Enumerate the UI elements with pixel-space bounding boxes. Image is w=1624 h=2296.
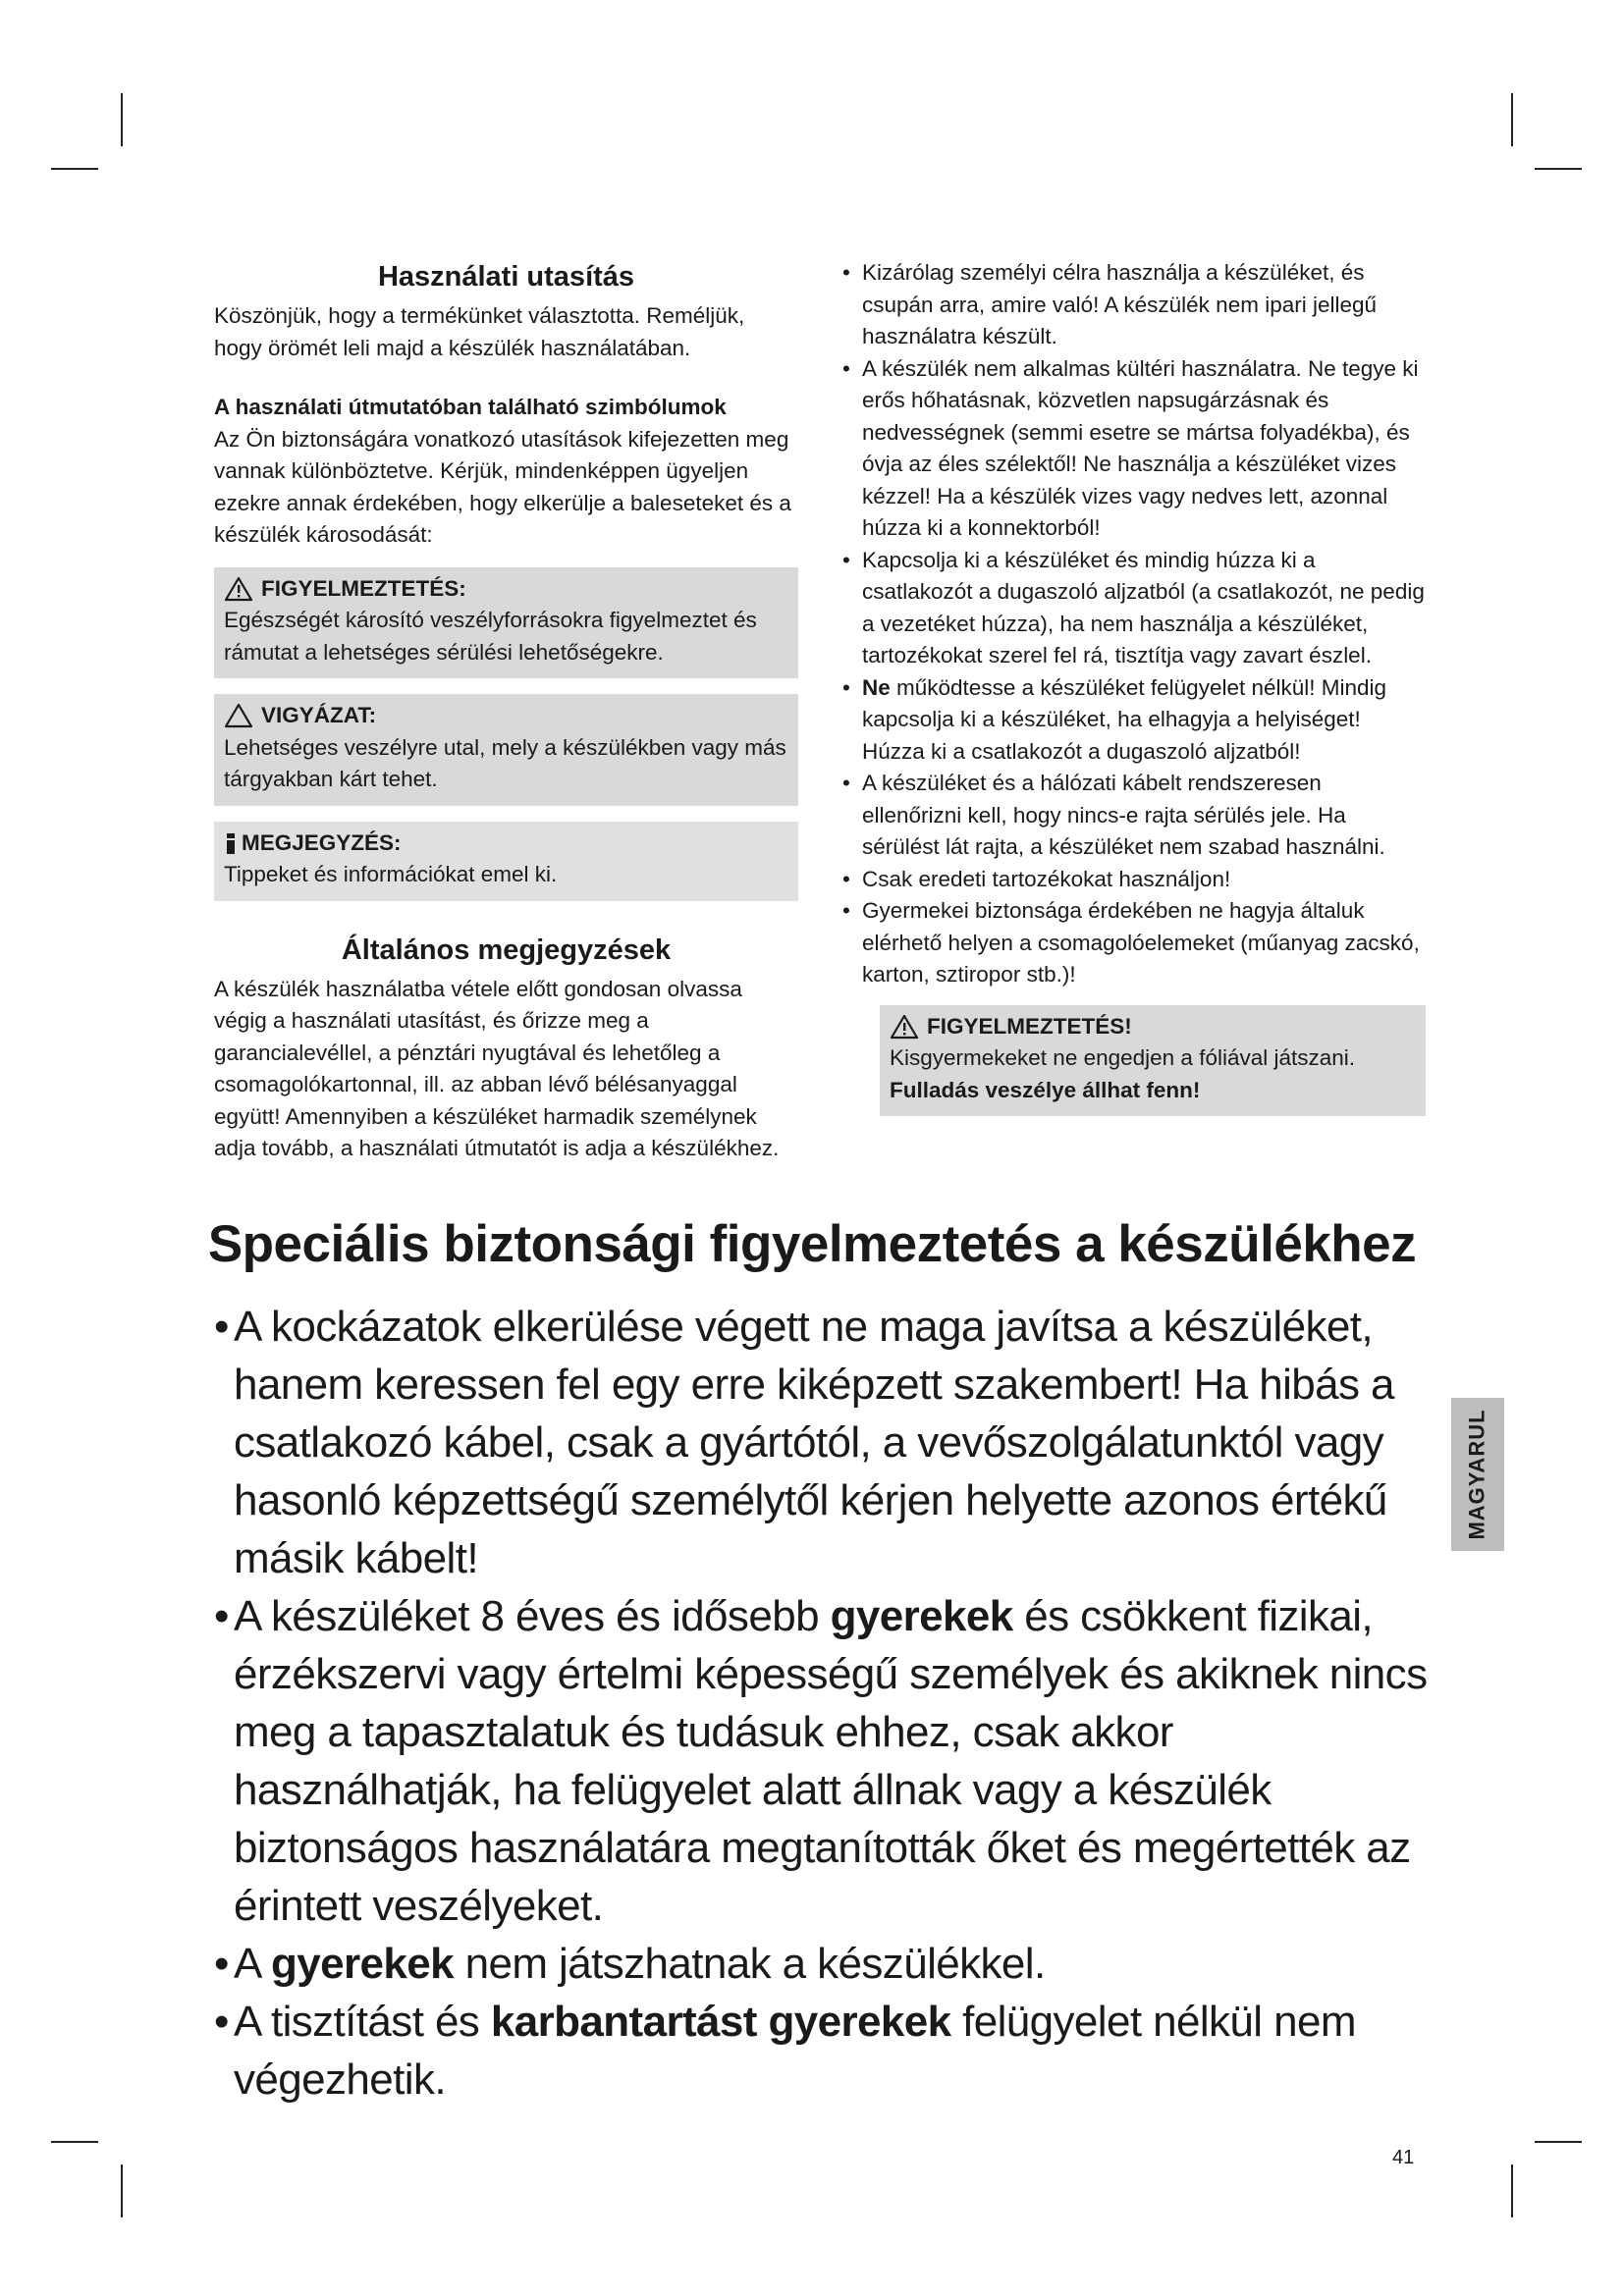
list-item: • Kizárólag személyi célra használja a készüléket, és csupán arra, amire való! A készülék nem ipari jellegű használatra készült. [837, 257, 1426, 353]
warning-triangle-icon [224, 576, 253, 602]
language-tab [1451, 1398, 1504, 1551]
crop-mark [121, 2164, 123, 2217]
caution-title: VIGYÁZAT: [261, 703, 377, 727]
film-warning-box [880, 1005, 1426, 1117]
caution-text: Lehetséges veszélyre utal, mely a készülékben vagy más tárgyakban kárt tehet. [224, 734, 786, 791]
warning-text: Egészségét károsító veszélyforrásokra figyelmeztet és rámutat a lehetséges sérülési lehetőségekre. [224, 608, 757, 665]
general-text: A készülék használatba vétele előtt gondosan olvassa végig a használati utasítást, és őrizze meg a garancialevéllel, a pénztári nyugtával és lehetőleg a csomagolókartonnal, ill. az abban lévő bélésanyaggal együtt! Amennyiben a készüléket harmadik személynek adja tovább, a használati útmutatót is adja a készülékhez. [214, 976, 780, 1160]
symbols-heading: A használati útmutatóban található szimbólumok [214, 395, 727, 419]
manual-title: Használati utasítás [377, 261, 635, 293]
special-safety-title: Speciális biztonsági figyelmeztetés a készülékhez [207, 1215, 1417, 1273]
list-item: • A készüléket és a hálózati kábelt rendszeresen ellenőrizni kell, hogy nincs-e rajta sérülés jele. Ha sérülést lát rajta, a készüléket nem szabad használni. [837, 768, 1426, 864]
language-tab-label: MAGYARUL [1465, 1409, 1489, 1540]
safety-list [837, 257, 1426, 991]
crop-mark [1511, 93, 1513, 146]
left-column [214, 257, 798, 1165]
crop-mark [1535, 168, 1582, 170]
list-item: • Kapcsolja ki a készüléket és mindig húzza ki a csatlakozót a dugaszoló aljzatból (a csatlakozót, ne pedig a vezetéket húzza), ha nem használja a készüléket, tartozékokat szerel fel rá, tisztítja vagy zavart észlel. [837, 545, 1426, 672]
crop-mark [51, 2141, 98, 2143]
caution-triangle-icon [224, 703, 253, 728]
warning-triangle-icon [890, 1014, 919, 1040]
list-item: • A készüléket 8 éves és idősebb gyerekek és csökkent fizikai, érzékszervi vagy értelmi képességű személyek és akiknek nincs meg a tapasztalatuk és tudásuk ehhez, csak akkor használhatják, ha felügyelet alatt állnak vagy a készülék biztonságos használatára megtanították őket és megértették az érintett veszélyeket. [208, 1587, 1435, 1935]
symbols-text: Az Ön biztonságára vonatkozó utasítások kifejezetten meg vannak különböztetve. Kérjük, mindenképpen ügyeljen ezekre annak érdekében, hogy elkerülje a baleseteket és a készülék károsodását: [214, 426, 791, 547]
list-item: • Csak eredeti tartozékokat használjon! [837, 864, 1426, 896]
caution-box [214, 694, 798, 806]
general-title: Általános megjegyzések [341, 934, 672, 966]
right-column [837, 257, 1426, 1116]
list-item: • Ne működtesse a készüléket felügyelet nélkül! Mindig kapcsolja ki a készüléket, ha elhagyja a helyiséget! Húzza ki a csatlakozót a dugaszoló aljzatból! [837, 672, 1426, 769]
info-icon [224, 830, 238, 856]
page-number: 41 [1392, 2147, 1415, 2168]
crop-mark [1511, 2164, 1513, 2217]
intro-text: Köszönjük, hogy a termékünket választotta. Reméljük, hogy örömét leli majd a készülék használatában. [214, 303, 745, 360]
crop-mark [51, 168, 98, 170]
film-warning-text: Kisgyermekeket ne engedjen a fóliával játszani. Fulladás veszélye állhat fenn! [890, 1045, 1356, 1102]
list-item: • A készülék nem alkalmas kültéri használatra. Ne tegye ki erős hőhatásnak, közvetlen napsugárzásnak és nedvességnek (semmi esetre se mártsa folyadékba), és óvja az éles szélektől! Ne használja a készüléket vizes kézzel! Ha a készülék vizes vagy nedves lett, azonnal húzza ki a konnektorból! [837, 353, 1426, 545]
list-item: • A tisztítást és karbantartást gyerekek felügyelet nélkül nem végezhetik. [208, 1993, 1435, 2109]
film-warning-title: FIGYELMEZTETÉS! [927, 1013, 1132, 1039]
list-item: • A kockázatok elkerülése végett ne maga javítsa a készüléket, hanem keressen fel egy erre kiképzett szakembert! Ha hibás a csatlakozó kábel, csak a gyártótól, a vevőszolgálatunktól vagy hasonló képzettségű személytől kérjen helyette azonos értékű másik kábelt! [208, 1298, 1435, 1587]
warning-title: FIGYELMEZTETÉS: [261, 575, 466, 601]
crop-mark [121, 93, 123, 146]
list-item: • Gyermekei biztonsága érdekében ne hagyja általuk elérhető helyen a csomagolóelemeket (műanyag zacskó, karton, sztiropor stb.)! [837, 895, 1426, 991]
note-title: MEGJEGYZÉS: [242, 829, 402, 855]
note-box [214, 822, 798, 901]
list-item: • A gyerekek nem játszhatnak a készülékkel. [208, 1935, 1435, 1993]
special-safety-list [208, 1298, 1435, 2109]
warning-box [214, 567, 798, 679]
crop-mark [1535, 2141, 1582, 2143]
note-text: Tippeket és információkat emel ki. [224, 862, 558, 886]
